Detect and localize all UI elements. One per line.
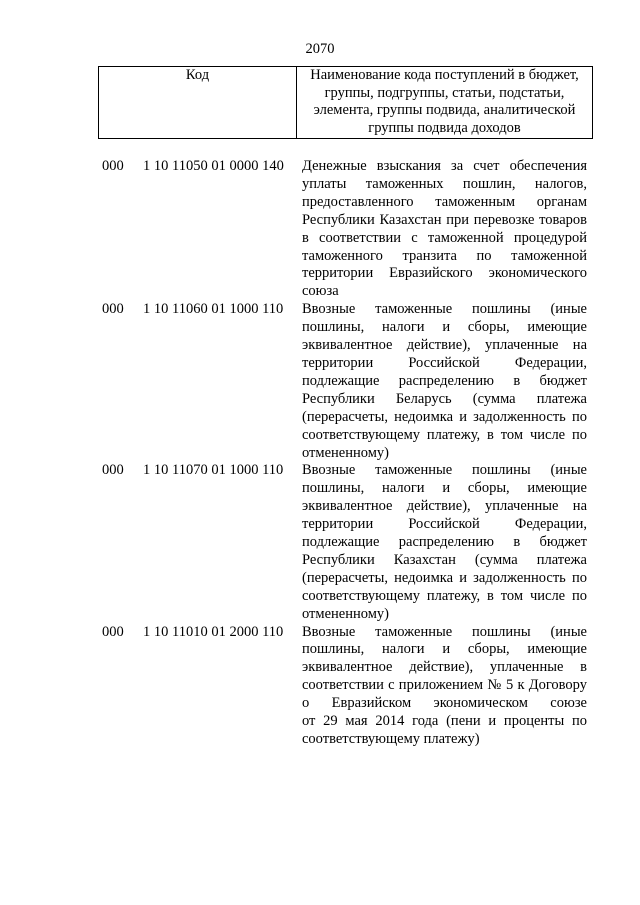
- revenue-code: 1 10 11070 01 1000 110: [143, 462, 284, 479]
- revenue-description: [302, 158, 587, 301]
- table-row: [0, 158, 640, 301]
- column-header-table: [98, 66, 593, 139]
- table-row: [0, 462, 640, 623]
- column-header-name: [297, 67, 592, 138]
- revenue-description: [302, 624, 587, 749]
- description-line: Ввозные таможенные пошлины (иные: [302, 462, 587, 479]
- description-line: от 29 мая 2014 года (пени и проценты по: [302, 713, 587, 730]
- description-line: эквивалентное действие), уплаченные на: [302, 337, 587, 354]
- description-line: Ввозные таможенные пошлины (иные: [302, 301, 587, 318]
- admin-code: 000: [102, 462, 124, 479]
- admin-code: 000: [102, 623, 124, 640]
- description-line: эквивалентное действие), уплаченные на: [302, 498, 587, 515]
- description-line: соответствующему платежу): [302, 731, 480, 747]
- admin-code: 000: [102, 158, 124, 174]
- revenue-description: [302, 462, 587, 623]
- description-line: соответствии с приложением № 5 к Договору: [302, 677, 587, 694]
- revenue-description: [302, 301, 587, 462]
- column-header-name-line: элемента, группы подвида, аналитической: [313, 102, 576, 119]
- description-line: отмененному): [302, 605, 389, 622]
- revenue-code: 1 10 11050 01 0000 140: [143, 158, 284, 174]
- table-row: [0, 301, 640, 462]
- revenue-code: 1 10 11010 01 2000 110: [143, 623, 284, 640]
- table-row: [0, 624, 640, 749]
- description-line: территории Российской Федерации,: [302, 354, 587, 371]
- description-line: о Евразийском экономическом союзе: [302, 695, 587, 712]
- page-number: 2070: [305, 41, 335, 57]
- description-line: пошлины, налоги и сборы, имеющие: [302, 480, 587, 497]
- description-line: подлежащие распределению в бюджет: [302, 372, 587, 389]
- description-line: пошлины, налоги и сборы, имеющие: [302, 319, 587, 336]
- description-line: (перерасчеты, недоимка и задолженность по: [302, 408, 587, 425]
- column-header-name-line: группы подвида доходов: [368, 119, 521, 136]
- description-line: пошлины, налоги и сборы, имеющие: [302, 641, 587, 658]
- description-line: соответствующему платежу, в том числе по: [302, 587, 587, 604]
- entries-list: [0, 158, 640, 749]
- description-line: Республики Казахстан (сумма платежа: [302, 551, 587, 568]
- description-line: эквивалентное действие), уплаченные в: [302, 659, 587, 676]
- description-line: уплаты таможенных пошлин, налогов,: [302, 175, 587, 192]
- description-line: в соответствии с таможенной процедурой: [302, 229, 587, 246]
- description-line: территории Российской Федерации,: [302, 516, 587, 533]
- description-line: Ввозные таможенные пошлины (иные: [302, 623, 587, 640]
- description-line: отмененному): [302, 444, 389, 461]
- column-header-name-line: Наименование кода поступлений в бюджет,: [310, 67, 579, 83]
- description-line: подлежащие распределению в бюджет: [302, 534, 587, 551]
- description-line: соответствующему платежу, в том числе по: [302, 426, 587, 443]
- column-header-name-line: группы, подгруппы, статьи, подстатьи,: [324, 84, 565, 101]
- description-line: предоставленного таможенным органам: [302, 193, 587, 210]
- description-line: территории Евразийского экономического: [302, 265, 587, 282]
- description-line: союза: [302, 283, 339, 300]
- admin-code: 000: [102, 301, 124, 318]
- description-line: Республики Казахстан при перевозке товаров: [302, 211, 587, 228]
- description-line: Денежные взыскания за счет обеспечения: [302, 158, 587, 174]
- description-line: (перерасчеты, недоимка и задолженность по: [302, 569, 587, 586]
- description-line: таможенного транзита по таможенной: [302, 247, 587, 264]
- column-header-code: Код: [99, 67, 297, 138]
- revenue-code: 1 10 11060 01 1000 110: [143, 301, 284, 318]
- description-line: Республики Беларусь (сумма платежа: [302, 390, 587, 407]
